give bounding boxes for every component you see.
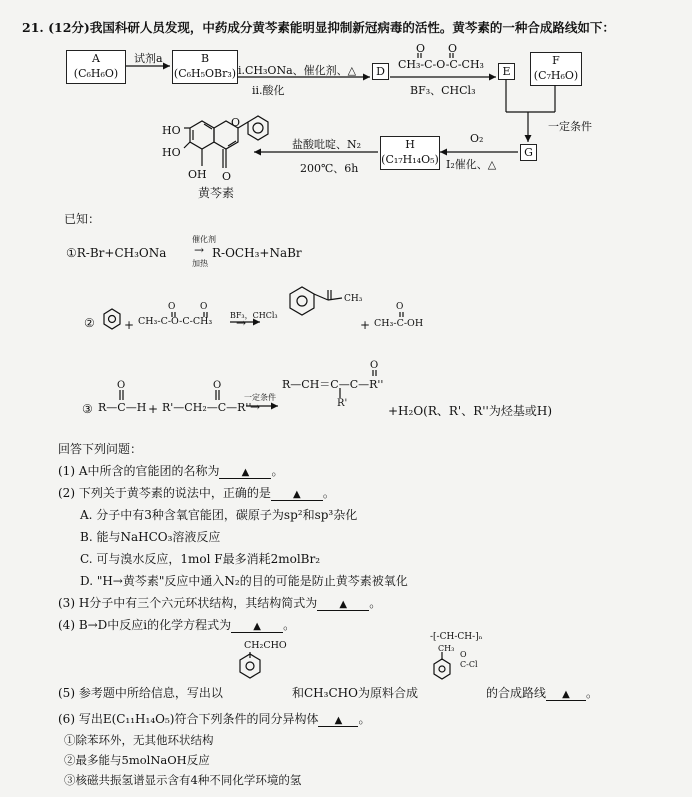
- compound-H-label: H: [405, 138, 415, 151]
- condition-2: ②最多能与5molNaOH反应: [64, 753, 210, 767]
- pyridine-condition: 盐酸吡啶、N₂: [292, 138, 362, 151]
- condition-3: ③核磁共振氢谱显示含有4种不同化学环境的氢: [64, 773, 302, 787]
- answer-blank-4[interactable]: ▲: [231, 621, 283, 633]
- reaction1-right: R-OCH₃+NaBr: [212, 246, 302, 260]
- reaction1-arrow: →: [194, 243, 205, 257]
- answer-blank-2[interactable]: ▲: [271, 489, 323, 501]
- r2-benzene-left: [104, 309, 120, 329]
- step-i: i.CH₃ONa、催化剂、△: [238, 64, 357, 77]
- compound-F-label: F: [552, 54, 560, 67]
- compound-B-formula: (C₆H₅OBr₃): [173, 67, 237, 80]
- reaction3-product: R—CH＝C—C—R'': [282, 378, 384, 391]
- reaction2-num: ②: [84, 316, 95, 330]
- reaction2-ketone-methyl: CH₃: [344, 294, 363, 304]
- question-5-pre: (5) 参考题中所给信息，写出以: [58, 686, 223, 700]
- compound-A-label: A: [92, 52, 100, 65]
- question-2: (2) 下列关于黄芩素的说法中，正确的是 ▲ 。: [58, 486, 335, 500]
- q5-polymer-benzene: [434, 659, 450, 679]
- anhydride-formula: CH₃-C-O-C-CH₃: [398, 58, 484, 71]
- product-name: 黄芩素: [198, 186, 235, 200]
- baicalein-ring-O: O: [231, 116, 241, 129]
- reaction3-condition: 一定条件: [244, 393, 276, 402]
- answer-blank-1[interactable]: ▲: [219, 467, 271, 479]
- reaction3-product-O: O: [370, 360, 379, 371]
- reagent-a: 试剂a: [134, 52, 163, 65]
- reaction3-aldehyde: R—C—H: [98, 401, 147, 414]
- reaction2-acid: CH₃-C-OH: [374, 318, 424, 329]
- baicalein-HO-top: HO: [162, 124, 181, 137]
- answer-blank-6[interactable]: ▲: [318, 715, 358, 727]
- question-header: 21. (12分)我国科研人员发现，中药成分黄芩素能明显抑制新冠病毒的活性。黄芩素的一种合成路线如下：: [22, 20, 615, 35]
- option-A: A. 分子中有3种含氧官能团，碳原子为sp²和sp³杂化: [80, 508, 358, 522]
- question-5-post: 的合成路线 ▲ 。: [486, 686, 599, 700]
- q5-polymer-O: O: [460, 650, 467, 659]
- compound-H-formula: (C₁₇H₁₄O₅): [381, 153, 439, 166]
- step-ii: ii.酸化: [252, 84, 285, 97]
- condition-1: ①除苯环外，无其他环状结构: [64, 733, 214, 747]
- q5-reagent-label: CH₂CHO: [244, 640, 287, 651]
- option-B: B. 能与NaHCO₃溶液反应: [80, 530, 221, 544]
- q5-polymer-chain: -[-CH-CH-]ₙ: [430, 632, 483, 642]
- baicalein-ring-B: [248, 116, 268, 140]
- r2-benzene-product: [290, 287, 314, 315]
- q5-polymer-methyl: CH₃: [438, 644, 455, 653]
- temperature-condition: 200℃、6h: [300, 162, 359, 175]
- question-3: (3) H分子中有三个六元环状结构，其结构简式为 ▲ 。: [58, 596, 382, 610]
- reaction3-ald-O: O: [117, 380, 126, 391]
- q5-polymer-acyl-chloride: C-Cl: [460, 660, 478, 669]
- reaction2-arrow: →: [236, 316, 247, 330]
- bf3-condition: BF₃、CHCl₃: [410, 84, 476, 97]
- anhydride-O1: O: [416, 42, 426, 55]
- anhydride-O2: O: [448, 42, 458, 55]
- option-D: D. "H→黄芩素"反应中通入N₂的目的可能是防止黄芩素被氧化: [80, 574, 408, 588]
- reaction3-tail: +H₂O(R、R'、R''为烃基或H): [388, 404, 552, 418]
- reaction3-arrow: →: [250, 400, 261, 414]
- reaction2-O1: O: [168, 302, 176, 312]
- baicalein-OH: OH: [188, 168, 207, 181]
- reaction2-condition: BF₃，CHCl₃: [230, 311, 278, 320]
- reaction3-ketone-O: O: [213, 380, 222, 391]
- baicalein-ring-A: [190, 121, 214, 149]
- baicalein-carbonyl-O: O: [222, 170, 232, 183]
- reaction1-heat: 加热: [192, 259, 208, 268]
- baicalein-ring-C: [214, 121, 238, 149]
- reaction1-catalyst: 催化剂: [192, 235, 216, 244]
- question-1: (1) A中所含的官能团的名称为 ▲ 。: [58, 464, 284, 478]
- answer-blank-3[interactable]: ▲: [317, 599, 369, 611]
- question-5-mid: 和CH₃CHO为原料合成: [292, 686, 418, 700]
- option-C: C. 可与溴水反应，1mol F最多消耗2molBr₂: [80, 552, 321, 566]
- reaction2-plus1: +: [124, 318, 135, 332]
- reaction2-acid-O: O: [396, 302, 404, 312]
- answer-blank-5[interactable]: ▲: [546, 689, 586, 701]
- reaction3-product-Rprime: R': [337, 398, 348, 409]
- i2-condition: I₂催化、△: [446, 158, 497, 171]
- compound-F-formula: (C₇H₆O): [533, 69, 579, 82]
- question-6: (6) 写出E(C₁₁H₁₄O₅)符合下列条件的同分异构体 ▲ 。: [58, 712, 371, 726]
- compound-A-formula: (C₆H₆O): [73, 67, 119, 80]
- reaction3-plus: +: [148, 402, 159, 416]
- question-4: (4) B→D中反应i的化学方程式为 ▲ 。: [58, 618, 296, 632]
- o2-reagent: O₂: [470, 132, 484, 145]
- generic-condition: 一定条件: [548, 120, 592, 133]
- reaction1-left: ①R-Br+CH₃ONa: [66, 246, 167, 260]
- reaction2-O2: O: [200, 302, 208, 312]
- compound-E-label: E: [502, 65, 511, 78]
- answer-intro: 回答下列问题：: [58, 442, 143, 456]
- reaction3-num: ③: [82, 402, 93, 416]
- compound-G-label: G: [524, 146, 533, 159]
- reaction2-anhydride: CH₃-C-O-C-CH₃: [138, 316, 213, 327]
- compound-D-label: D: [376, 65, 385, 78]
- compound-B-label: B: [200, 52, 210, 65]
- baicalein-HO-mid: HO: [162, 146, 181, 159]
- reaction3-ketone: R'—CH₂—C—R'': [162, 401, 252, 414]
- reaction2-plus2: +: [360, 318, 371, 332]
- known-title: 已知：: [64, 212, 101, 226]
